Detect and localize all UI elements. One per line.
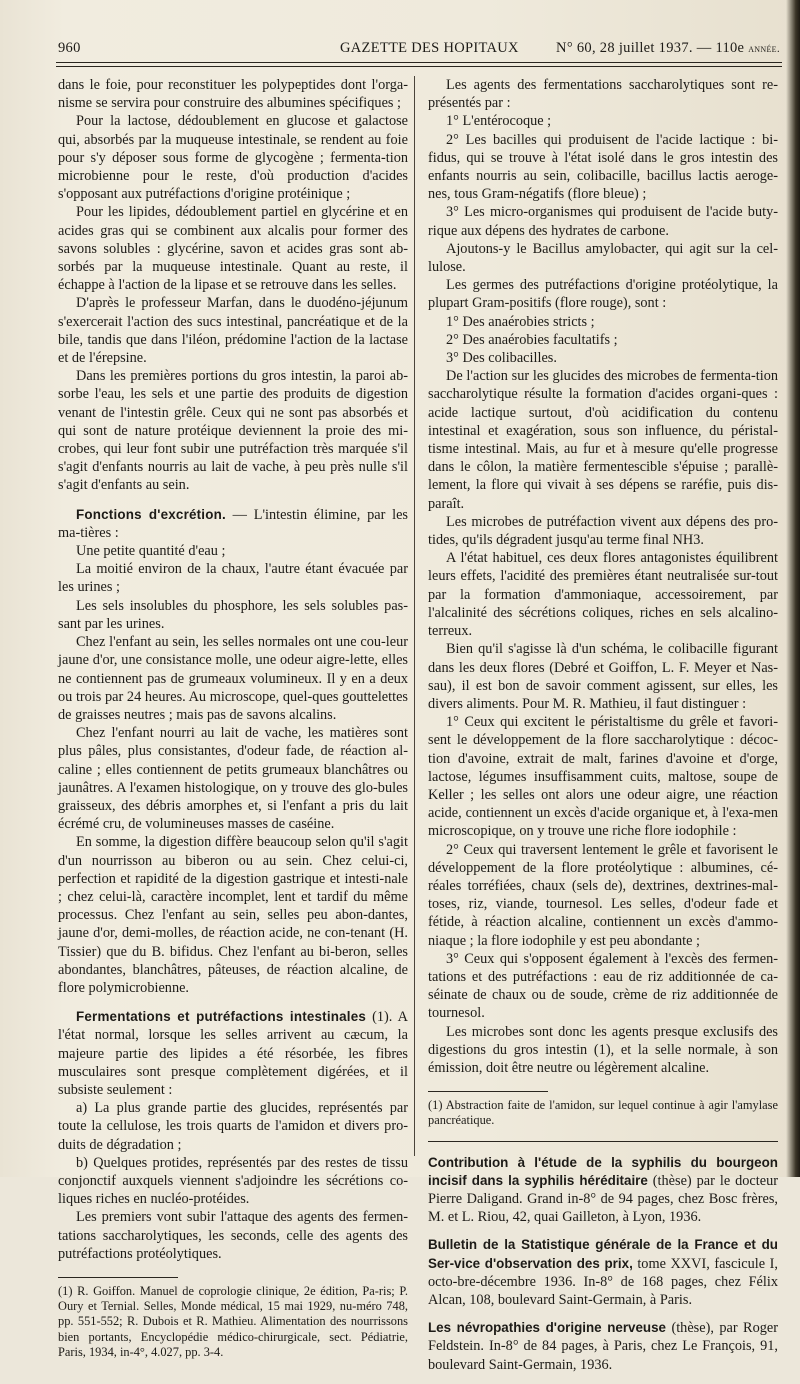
entry-title: Bulletin de la Statistique générale de la France et du Ser-vice d'observation des prix, [428,1237,778,1271]
paragraph: Bien qu'il s'agisse là d'un schéma, le colibacille figurant dans les deux flores (Debré et Goiffon, L. F. Meyer et Nas-sau), il est bon de savoir comment agissent, sur elles, les divers aliments. Pour M. R. Mathieu, il faut distinguer : [428,641,778,712]
paragraph: Les premiers vont subir l'attaque des agents des fermen-tations saccharolytiques, les seconds, celle des agents des putréfactions protéolytiques. [58,1209,408,1262]
bibliography [428,1154,778,1374]
section-heading: Fermentations et putréfactions intestinales [76,1009,367,1025]
header-rule-thin [56,66,782,67]
paragraph: Chez l'enfant au sein, les selles normales ont une cou-leur jaune d'or, une consistance molle, une odeur aigre-lette, elles ne contiennent pas de grumeaux volumineux. Il y en a deux ou trois par 24 heures. Au microscope, quel-ques gouttelettes de graisses neutres ; mais pas de savons alcalins. [58,634,408,723]
paragraph-text: — L'intestin élimine, par les ma-tières : [58,506,408,541]
list-item: 3° Les micro-organismes qui produisent de l'acide buty-rique aux dépens des hydrates de carbone. [428,204,778,239]
paragraph: Les agents des fermentations saccharolytiques sont re-présentés par : [428,77,778,112]
paragraph: A l'état habituel, ces deux flores antagonistes équilibrent leurs effets, l'acidité des premières étant neutralisée sur-tout par la formation d'ammoniaque, accessoirement, par l'alcalinité des sécrétions coliques, riches en sels alcalino-terreux. [428,550,778,640]
entry-text: (thèse) par le docteur Pierre Daligand. Grand in-8° de 94 pages, chez Bosc frères, M. et L. Riou, 42, quai Gailleton, à Lyon, 1936. [428,1172,778,1226]
paragraph-text: (1). A l'état normal, lorsque les selles arrivent au cæcum, la majeure partie des lipides a été résorbée, les fibres musculaires sont presque complètement digérées, et il subsiste seulement : [58,1009,409,1098]
issue-text: N° 60, 28 juillet 1937. — 110e [556,40,749,56]
list-item: 1° Des anaérobies stricts ; [446,313,595,330]
paragraph: Ajoutons-y le Bacillus amylobacter, qui agit sur la cel-lulose. [428,240,778,276]
paragraph: Dans les premières portions du gros intestin, la paroi ab-sorbe l'eau, les sels et une partie des produits de digestion venant de l'intestin grêle. Ceux qui ne sont pas absorbés et qui sont de nature protéique deviennent la proie des mi-crobes, qui leur font subir une putréfaction très marquée s'il s'agit d'enfants nourris au lait de vache, à peu près nulle s'il s'agit d'enfants au sein. [58,368,408,494]
entry-title: Les névropathies d'origine nerveuse [428,1320,666,1336]
right-column [428,76,778,1384]
paragraph: Les germes des putréfactions d'origine protéolytique, la plupart Gram-positifs (flore rouge), sont : [428,277,778,312]
paragraph: En somme, la digestion diffère beaucoup selon qu'il s'agit d'un nourrisson au biberon ou au sein. Chez celui-ci, perfection et rapidité de la digestion gastrique et intesti-nale ; chez celui-là, caractère incomplet, lent et tardif du même processus. Chez l'enfant au sein, selles peu abon-dantes, jaune d'or, demi-molles, de réaction acide, ne con-tenant (H. Tissier) que du B. bifidus. Chez l'enfant au bi-beron, selles abondantes, blanchâtres, pâteuses, de réaction alcaline, de flore polymicrobienne. [58,834,408,996]
list-item: 1° L'entérocoque ; [446,113,552,130]
issue-annee: année. [748,43,780,55]
list-item: 2° Des anaérobies facultatifs ; [446,331,618,348]
list-item: 1° Ceux qui excitent le péristaltisme du grêle et favori-sent le développement de la flore saccharolytique : décoc-tion d'avoine, extrait de malt, farines d'avoine et d'orge, lactose, légumes insuffisamment cuits, maltose, soupe de Keller ; les selles ont alors une odeur aigre, une réaction acide, contiennent un excès d'acide organique et, à l'exa-men microscopique, on y trouve une riche flore iodophile : [428,714,778,840]
footnote-rule [428,1091,548,1092]
bibliography-entry [428,1154,778,1227]
paragraph: dans le foie, pour reconstituer les polypeptides dont l'orga-nisme se servira pour construire des albumines spécifiques ; [58,77,408,112]
entry-text: tome XXVI, fascicule I, octo-bre-décembre 1936. In-8° de 168 pages, chez Félix Alcan, 108, boulevard Saint-Germain, à Paris. [428,1255,778,1308]
list-item: Les sels insolubles du phosphore, les sels solubles pas-sant par les urines. [58,597,408,632]
entry-title: Contribution à l'étude de la syphilis du bourgeon incisif dans la syphilis héréditaire [428,1154,778,1188]
list-item: 2° Ceux qui traversent lentement le grêle et favorisent le développement de la flore protéolytique : albumines, cé-réales torréfiées, chaux (sels de), dextrines, dextrines-mal-toses, riz, viande, tournesol. Les selles, d'odeur fade et fétide, à réaction alcaline, contiennent un excès d'ammo-niaque ; la flore iodophile y est peu abondante ; [428,841,778,949]
footnote: (1) R. Goiffon. Manuel de coprologie clinique, 2e édition, Pa-ris; P. Oury et Ternial. Selles, Monde médical, 15 mai 1929, nu-méro 748, pp. 551-552; R. Dubois et R. Mathieu. Alimentation des nourrissons bien portants, Encyclopédie médico-chirurgicale, sect. Pédiatrie, Paris, 1934, in-4°, 4.027, pp. 3-4. [58,1284,408,1359]
bibliography-rule [428,1141,778,1142]
paragraph: Chez l'enfant nourri au lait de vache, les matières sont plus pâles, plus consistantes, d'odeur fade, de réaction al-caline ; elles contiennent de petits grumeaux blanchâtres ou jaunâtres. A l'examen histologique, on y trouve des glo-bules graisseux, des débris amorphes et, si l'enfant a pris du lait écrémé cru, de volumineuses masses de caséine. [58,725,408,833]
entry-text: (thèse), par Roger Feldstein. In-8° de 84 pages, à Paris, chez Le François, 91, boulevard Saint-Germain, 1936. [428,1320,778,1373]
paragraph: Pour la lactose, dédoublement en glucose et galactose qui, absorbés par la muqueuse intestinale, se rendent au foie pour s'y déposer sous forme de glycogène ; fermenta-tion microbienne pour le reste, d'où production d'acides s'opposant aux putréfactions d'origine protéinique ; [58,113,408,203]
list-item: Une petite quantité d'eau ; [76,543,226,560]
paragraph: De l'action sur les glucides des microbes de fermenta-tion saccharolytique résulte la formation d'acides organi-ques : acide lactique surtout, d'où acidification du contenu intestinal et exagération, sous son influence, du péristal-tisme intestinal. Mais, au fur et à mesure qu'elle progresse dans le côlon, la matière fermentescible s'épuise ; parallè-lement, la flore qui vivait à ses dépens se raréfie, puis dis-paraît. [428,368,778,512]
list-item: a) La plus grande partie des glucides, représentés par toute la cellulose, les trois quarts de l'amidon et divers pro-duits de dégradation ; [58,1100,408,1153]
list-item: b) Quelques protides, représentés par des restes de tissu conjonctif auxquels viennent s'adjoindre les sécrétions co-liques riches en nucléo-protéides. [58,1154,408,1208]
paragraph: Les microbes de putréfaction vivent aux dépens des pro-tides, qu'ils dégradent jusqu'au terme final NH3. [428,513,778,549]
list-item: 2° Les bacilles qui produisent de l'acide lactique : bi-fidus, qui se trouve à l'état isolé dans le gros intestin des enfants nourris au sein, colibacille, bacillus lactis aeroge-nes, tous Gram-négatifs (flore bleue) ; [428,131,778,203]
header-rule [56,62,782,63]
list-item: 3° Ceux qui s'opposent également à l'excès des fermen-tations et des putréfactions : eau de riz additionnée de ca-séinate de chaux ou de soude, crème de riz additionnée de tournesol. [428,950,778,1022]
page-edge-shadow [786,0,800,1177]
section-fonctions-excretion [58,506,408,542]
page-header [58,40,780,64]
list-item: 3° Des colibacilles. [446,350,557,367]
paragraph: Pour les lipides, dédoublement partiel en glycérine et en acides gras qui se combinent aux alcalis pour former des savons solubles : glycérine, savon et acides gras sont ab-sorbés par la muqueuse intestinale. Quant au reste, il échappe à l'action de la lipase et se retrouve dans les selles. [58,204,408,294]
bibliography-entry [428,1236,778,1309]
column-divider [414,76,415,1156]
footnote-rule [58,1277,178,1278]
issue-date [556,40,780,57]
left-column [58,76,408,1360]
bibliography-entry [428,1319,778,1374]
paragraph: D'après le professeur Marfan, dans le duodéno-jéjunum s'exercerait l'action des sucs intestinal, pancréatique et de la bile, tandis que dans l'iléon, prédomine l'action de la lactase et de l'érepsine. [58,295,408,367]
section-heading: Fonctions d'excrétion. [76,506,226,522]
page-number: 960 [58,40,81,56]
footnote: (1) Abstraction faite de l'amidon, sur lequel continue à agir l'amylase pancréatique. [428,1098,778,1128]
journal-title: GAZETTE DES HOPITAUX [340,40,519,56]
section-fermentations [58,1008,408,1099]
list-item: La moitié environ de la chaux, l'autre étant évacuée par les urines ; [58,561,408,596]
paragraph: Les microbes sont donc les agents presque exclusifs des digestions du gros intestin (1), et la selle normale, à son émission, doit être neutre ou légèrement alcaline. [428,1023,778,1076]
